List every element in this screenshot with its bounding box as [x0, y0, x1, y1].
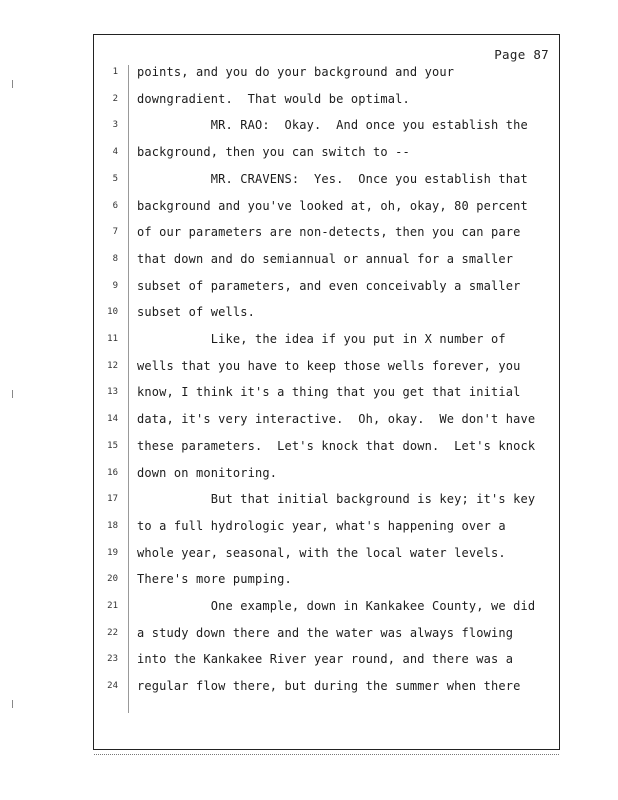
transcript-line [94, 116, 559, 142]
line-number: 8 [112, 253, 118, 264]
binder-hole-mark [12, 80, 17, 88]
transcript-line [94, 437, 559, 463]
binder-hole-mark [12, 390, 17, 398]
line-text: down on monitoring. [137, 465, 278, 480]
transcript-line [94, 517, 559, 543]
line-number: 17 [107, 494, 118, 505]
line-number: 12 [107, 360, 118, 371]
transcript-line [94, 597, 559, 623]
line-number: 2 [112, 93, 118, 104]
transcript-line [94, 223, 559, 249]
line-text: points, and you do your background and your [137, 65, 455, 79]
line-text: background, then you can switch to -- [137, 145, 410, 160]
line-number: 22 [107, 627, 118, 638]
line-number: 24 [107, 681, 118, 692]
transcript-line [94, 410, 559, 436]
line-number: 15 [107, 440, 118, 451]
line-text: subset of wells. [137, 305, 255, 320]
footer-rule [94, 754, 559, 755]
line-text: that down and do semiannual or annual for a smaller [137, 251, 514, 266]
line-number: 9 [112, 280, 118, 291]
transcript-line [94, 490, 559, 516]
transcript-line [94, 330, 559, 356]
transcript-body [94, 63, 559, 723]
transcript-line [94, 90, 559, 116]
line-number: 20 [107, 574, 118, 585]
line-text: data, it's very interactive. Oh, okay. We don't have [137, 412, 536, 427]
transcript-line [94, 197, 559, 223]
transcript-line [94, 544, 559, 570]
transcript-line [94, 357, 559, 383]
transcript-line [94, 650, 559, 676]
line-number: 7 [112, 227, 118, 238]
line-number: 13 [107, 387, 118, 398]
transcript-line [94, 277, 559, 303]
line-number: 1 [112, 67, 118, 77]
line-text: Like, the idea if you put in X number of [137, 332, 506, 346]
transcript-line [94, 170, 559, 196]
line-number: 21 [107, 601, 118, 611]
line-text: There's more pumping. [137, 572, 292, 587]
line-number: 11 [107, 334, 118, 344]
line-text: know, I think it's a thing that you get that initial [137, 385, 521, 400]
line-text: downgradient. That would be optimal. [137, 91, 410, 106]
line-text: subset of parameters, and even conceivably a smaller [137, 278, 521, 293]
transcript-line [94, 464, 559, 490]
line-text: to a full hydrologic year, what's happening over a [137, 518, 506, 533]
transcript-line [94, 143, 559, 169]
line-number: 14 [107, 414, 118, 425]
binder-hole-mark [12, 700, 17, 708]
line-number: 19 [107, 547, 118, 558]
transcript-line [94, 250, 559, 276]
line-text: wells that you have to keep those wells forever, you [137, 358, 521, 373]
line-number: 10 [107, 307, 118, 318]
line-number: 23 [107, 654, 118, 665]
transcript-page [93, 34, 560, 750]
line-text: regular flow there, but during the summer when there [137, 679, 521, 694]
line-number: 5 [112, 173, 118, 184]
transcript-line [94, 677, 559, 703]
line-text: of our parameters are non-detects, then you can pare [137, 225, 521, 240]
line-text: a study down there and the water was always flowing [137, 625, 514, 640]
transcript-line [94, 624, 559, 650]
line-text: into the Kankakee River year round, and there was a [137, 652, 514, 667]
line-text: background and you've looked at, oh, okay, 80 percent [137, 198, 528, 213]
transcript-line [94, 570, 559, 596]
page-number: Page 87 [494, 47, 549, 62]
line-text: these parameters. Let's knock that down. Let's knock [137, 438, 536, 453]
transcript-line [94, 63, 559, 89]
line-text: But that initial background is key; it's key [137, 492, 536, 507]
line-number: 16 [107, 467, 118, 478]
line-text: MR. CRAVENS: Yes. Once you establish that [137, 171, 528, 186]
transcript-line [94, 383, 559, 409]
transcript-line [94, 303, 559, 329]
line-number: 6 [112, 200, 118, 211]
line-number: 18 [107, 520, 118, 531]
line-number: 4 [112, 147, 118, 158]
line-text: whole year, seasonal, with the local water levels. [137, 545, 506, 560]
line-text: One example, down in Kankakee County, we did [137, 599, 536, 613]
line-number: 3 [112, 120, 118, 131]
line-text: MR. RAO: Okay. And once you establish the [137, 118, 528, 133]
